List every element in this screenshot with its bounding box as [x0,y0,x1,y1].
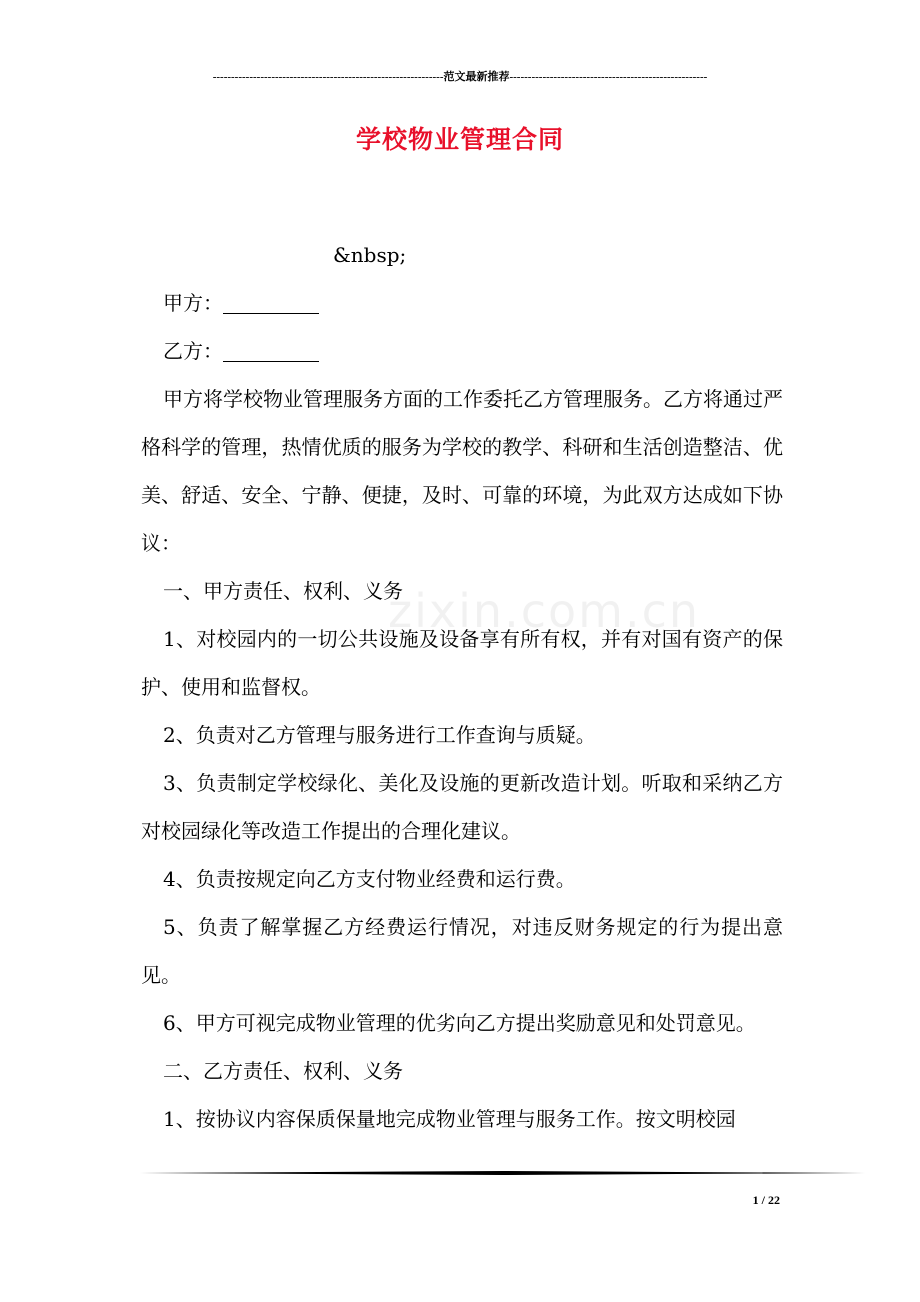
section-1-item-4: 4、负责按规定向乙方支付物业经费和运行费。 [163,867,576,891]
watermark: zixin.com.cn [388,584,701,638]
section-1-item-1: 1、对校园内的一切公共设施及设备享有所有权，并有对国有资产的保护、使用和监督权。 [141,627,783,699]
section-1-item-5: 5、负责了解掌握乙方经费运行情况，对违反财务规定的行为提出意见。 [141,915,783,987]
party-b-label: 乙方： [163,339,223,363]
section-1-item-3: 3、负责制定学校绿化、美化及设施的更新改造计划。听取和采纳乙方对校园绿化等改造工作提出的合理化建议。 [141,771,783,843]
party-a-blank [223,293,319,314]
document-body [141,231,783,1143]
footer-rule [140,1171,865,1175]
section-1-heading: 一、甲方责任、权利、义务 [163,579,403,603]
party-b-blank [223,341,319,362]
intro-paragraph: 甲方将学校物业管理服务方面的工作委托乙方管理服务。乙方将通过严格科学的管理，热情优质的服务为学校的教学、科研和生活创造整洁、优美、舒适、安全、宁静、便捷，及时、可靠的环境，为此双方达成如下协议： [141,387,783,555]
section-2-item-1: 1、按协议内容保质保量地完成物业管理与服务工作。按文明校园 [163,1107,736,1131]
party-b-line [141,327,783,375]
page-header: ---------------------------------------------------------------范文最新推荐------------------------------------------------------ [212,71,708,83]
document-title: 学校物业管理合同 [355,125,564,154]
section-1-item-2: 2、负责对乙方管理与服务进行工作查询与质疑。 [163,723,596,747]
page-number: 1 / 22 [752,1193,780,1207]
party-a-line [141,279,783,327]
section-2-heading: 二、乙方责任、权利、义务 [163,1059,403,1083]
party-a-label: 甲方： [163,291,223,315]
nbsp-line: &nbsp; [333,243,407,267]
section-1-item-6: 6、甲方可视完成物业管理的优劣向乙方提出奖励意见和处罚意见。 [163,1011,756,1035]
